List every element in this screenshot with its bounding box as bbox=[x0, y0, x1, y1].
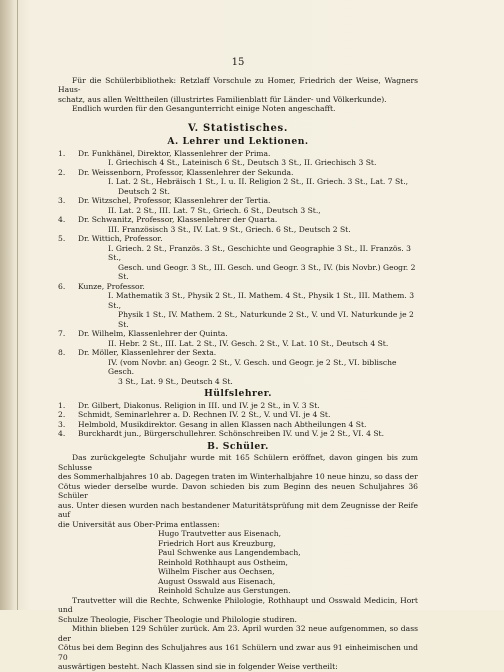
entry-number: 3. bbox=[58, 419, 66, 429]
teacher-list bbox=[58, 149, 418, 387]
entry-number: 7. bbox=[58, 329, 66, 338]
gutter-line bbox=[17, 0, 18, 610]
teacher-lessons: II. Hebr. 2 St., III. Lat. 2 St., IV. Gesch. 2 St., V. Lat. 10 St., Deutsch 4 St. bbox=[108, 338, 389, 348]
teacher-lessons: I. Lat. 2 St., Hebräisch 1 St., I. u. II. Religion 2 St., II. Griech. 3 St., Lat. 7 St., bbox=[108, 177, 409, 186]
assistant-text: Dr. Gilbert, Diakonus. Religion in III. und IV. je 2 St., in V. 3 St. bbox=[78, 400, 320, 410]
page-content bbox=[58, 58, 418, 672]
teacher-name: Kunze, Professor. bbox=[78, 281, 145, 291]
assistant-text: Schmidt, Seminarlehrer a. D. Rechnen IV. 2 St., V. und VI. je 4 St. bbox=[78, 410, 331, 419]
teacher-name: Dr. Weissenborn, Professor, Klassenlehrer der Sekunda. bbox=[78, 167, 294, 177]
teacher-lessons: I. Mathematik 3 St., Physik 2 St., II. Mathem. 4 St., Physik 1 St., III. Mathem. 3 St., bbox=[108, 291, 415, 310]
paragraph-line: Mithin blieben 129 Schüler zurück. Am 23. April wurden 32 neue aufgenommen, so dass der bbox=[58, 624, 418, 643]
subsection-title-students: B. Schüler. bbox=[207, 440, 269, 452]
graduate-name: Friedrich Hort aus Kreuzburg, bbox=[158, 538, 276, 548]
teacher-lessons: Gesch. und Geogr. 3 St., III. Gesch. und Geogr. 3 St., IV. (bis Novbr.) Geogr. 2 St. bbox=[118, 262, 416, 281]
entry-number: 8. bbox=[58, 348, 66, 357]
teacher-lessons: IV. (vom Novbr. an) Geogr. 2 St., V. Gesch. und Geogr. je 2 St., VI. biblische Gesch. bbox=[108, 357, 397, 376]
paragraph-line: des Sommerhalbjahres 10 ab. Dagegen traten im Winterhalbjahre 10 neue hinzu, so dass der bbox=[58, 472, 418, 481]
entry-number: 5. bbox=[58, 234, 66, 243]
teacher-lessons: Physik 1 St., IV. Mathem. 2 St., Naturkunde 2 St., V. und VI. Naturkunde je 2 St. bbox=[118, 310, 414, 329]
entry-number: 2. bbox=[58, 410, 66, 419]
assistant-list bbox=[58, 401, 418, 439]
section-title: V. Statistisches. bbox=[187, 122, 289, 134]
subsection-title-teachers: A. Lehrer und Lektionen. bbox=[167, 136, 309, 147]
paragraph-line: aus. Unter diesen wurden nach bestandener Maturitätsprüfung mit dem Zeugnisse der Reife auf bbox=[58, 500, 418, 519]
entry-number: 4. bbox=[58, 429, 66, 438]
entry-number: 4. bbox=[58, 215, 66, 224]
intro-paragraph bbox=[58, 76, 418, 114]
graduate-name: Wilhelm Fischer aus Oechsen, bbox=[158, 567, 275, 576]
teacher-entry bbox=[58, 149, 418, 168]
teacher-lessons: I. Griechisch 4 St., Lateinisch 6 St., Deutsch 3 St., II. Griechisch 3 St. bbox=[108, 158, 377, 167]
teacher-lessons: I. Griech. 2 St., Französ. 3 St., Geschichte und Geographie 3 St., II. Französ. 3 St., bbox=[108, 243, 411, 262]
graduates-list bbox=[58, 529, 418, 596]
teacher-entry bbox=[58, 215, 418, 234]
page-number: 15 bbox=[231, 57, 245, 68]
assistant-entry bbox=[58, 420, 418, 430]
enrollment-paragraph bbox=[58, 624, 418, 672]
entry-number: 6. bbox=[58, 281, 66, 291]
intro-line: schatz, aus allen Welttheilen (illustrirtes Familienblatt für Länder- und Völkerkunde). bbox=[58, 94, 387, 104]
graduate-name: August Osswald aus Eisenach, bbox=[158, 576, 276, 586]
book-spine-shadow bbox=[0, 0, 14, 610]
teacher-entry bbox=[58, 196, 418, 215]
teacher-name: Dr. Möller, Klassenlehrer der Sexta. bbox=[78, 348, 217, 357]
teacher-lessons: III. Französisch 3 St., IV. Lat. 9 St., Griech. 6 St., Deutsch 2 St. bbox=[108, 224, 351, 234]
paragraph-line: Cötus wieder derselbe wurde. Davon schieden bis zum Beginn des neuen Schuljahres 36 Schüler bbox=[58, 481, 418, 500]
entry-number: 3. bbox=[58, 196, 66, 205]
paragraph-line: Das zurückgelegte Schuljahr wurde mit 165 Schülern eröffnet, davon gingen bis zum Schlusse bbox=[58, 453, 418, 472]
intro-line: Endlich wurden für den Gesangunterricht einige Noten angeschafft. bbox=[72, 104, 336, 113]
teacher-lessons: Deutsch 2 St. bbox=[118, 186, 170, 196]
assistant-text: Helmbold, Musikdirektor. Gesang in allen Klassen nach Abtheilungen 4 St. bbox=[78, 419, 367, 429]
graduate-name: Paul Schwenke aus Langendembach, bbox=[158, 548, 301, 557]
assistant-text: Burckhardt jun., Bürgerschullehrer. Schönschreiben IV. und V. je 2 St., VI. 4 St. bbox=[78, 429, 385, 438]
teacher-entry bbox=[58, 329, 418, 348]
entry-number: 1. bbox=[58, 400, 66, 410]
paragraph-line: die Universität aus Ober-Prima entlassen: bbox=[58, 519, 220, 529]
teacher-name: Dr. Schwanitz, Professor, Klassenlehrer der Quarta. bbox=[78, 215, 278, 224]
students-paragraph bbox=[58, 453, 418, 529]
entry-number: 1. bbox=[58, 148, 66, 158]
teacher-name: Dr. Funkhänel, Direktor, Klassenlehrer der Prima. bbox=[78, 148, 271, 158]
assistant-entry bbox=[58, 401, 418, 411]
teacher-name: Dr. Wittich, Professor. bbox=[78, 234, 163, 243]
teacher-entry bbox=[58, 282, 418, 330]
teacher-lessons: II. Lat. 2 St., III. Lat. 7 St., Griech. 6 St., Deutsch 3 St., bbox=[108, 205, 321, 215]
paragraph-line: Cötus bei dem Beginn des Schuljahres aus 161 Schülern und zwar aus 91 einheimischen und 70 bbox=[58, 643, 418, 662]
paragraph-line: auswärtigen besteht. Nach Klassen sind sie in folgender Weise vertheilt: bbox=[58, 662, 338, 671]
graduate-name: Reinhold Schulze aus Gerstungen. bbox=[158, 586, 291, 595]
teacher-name: Dr. Witzschel, Professor, Klassenlehrer der Tertia. bbox=[78, 196, 271, 205]
teacher-entry bbox=[58, 168, 418, 197]
studies-paragraph bbox=[58, 596, 418, 625]
graduate-name: Reinhold Rothhaupt aus Ostheim, bbox=[158, 557, 288, 567]
assistant-entry bbox=[58, 410, 418, 420]
teacher-lessons: 3 St., Lat. 9 St., Deutsch 4 St. bbox=[118, 376, 233, 386]
assistant-entry bbox=[58, 429, 418, 439]
intro-line: Für die Schülerbibliothek: Retzlaff Vorschule zu Homer, Friedrich der Weise, Wagners Haus- bbox=[58, 75, 418, 94]
graduate-name: Hugo Trautvetter aus Eisenach, bbox=[158, 529, 282, 538]
entry-number: 2. bbox=[58, 167, 66, 177]
paragraph-line: Trautvetter will die Rechte, Schwenke Philologie, Rothhaupt und Osswald Medicin, Hort und bbox=[58, 595, 418, 614]
teacher-name: Dr. Wilhelm, Klassenlehrer der Quinta. bbox=[78, 329, 228, 338]
teacher-entry bbox=[58, 348, 418, 386]
teacher-entry bbox=[58, 234, 418, 282]
paragraph-line: Schulze Theologie, Fischer Theologie und Philologie studiren. bbox=[58, 614, 297, 624]
subsection-title-assistants: Hülfslehrer. bbox=[204, 388, 272, 399]
